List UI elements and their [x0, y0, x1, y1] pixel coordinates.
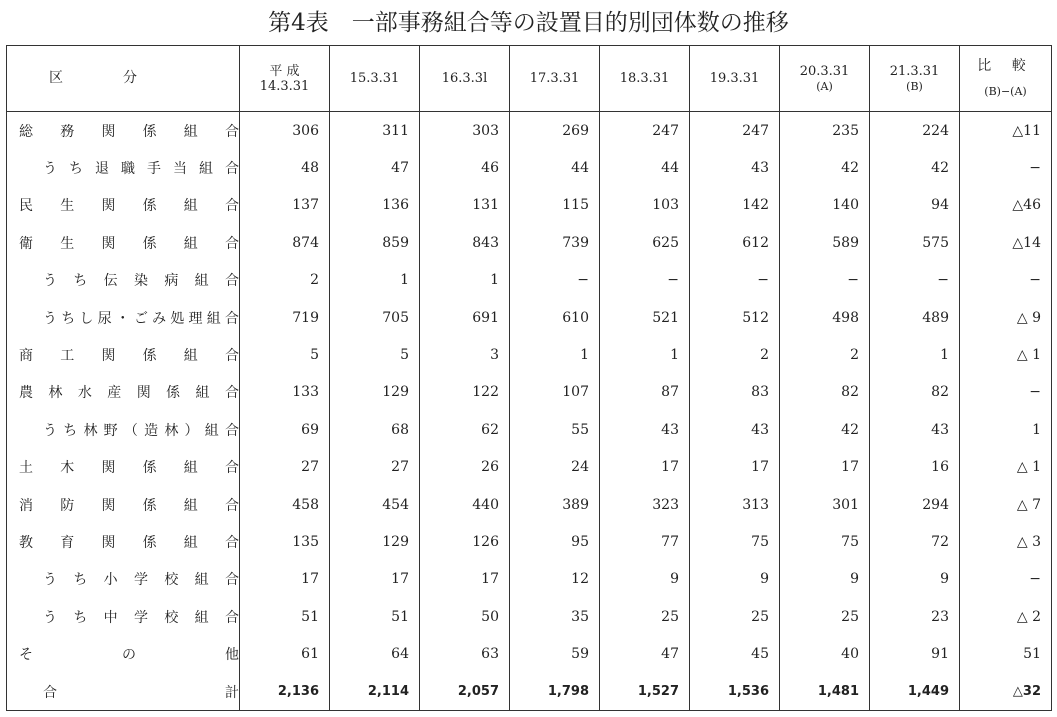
- cell-value: 64: [330, 635, 420, 672]
- cell-value: 43: [870, 411, 960, 448]
- cell-value: 454: [330, 486, 420, 523]
- cell-compare: △ 1: [960, 449, 1052, 486]
- row-label: [7, 523, 240, 560]
- row-label: [7, 149, 240, 186]
- cell-value: 303: [420, 112, 510, 150]
- row-label-text: 農 林 水 産 関 係 組 合: [19, 385, 239, 402]
- cell-value: 575: [870, 224, 960, 261]
- header-col-1-label: 14.3.31: [259, 78, 310, 94]
- cell-value: 235: [780, 112, 870, 150]
- cell-value: 82: [780, 374, 870, 411]
- table-row: [7, 635, 1052, 672]
- header-compare-sub: (B)−(A): [984, 84, 1027, 98]
- cell-value: 131: [420, 187, 510, 224]
- cell-value: 62: [420, 411, 510, 448]
- table-row: [7, 449, 1052, 486]
- cell-value: 440: [420, 486, 510, 523]
- cell-value: 1,481: [780, 673, 870, 711]
- cell-value: 843: [420, 224, 510, 261]
- header-col-8: [870, 46, 960, 112]
- cell-value: 137: [240, 187, 330, 224]
- row-label-text: う ち 伝 染 病 組 合: [43, 273, 239, 290]
- row-label-text: う ち 林 野 （ 造 林 ） 組 合: [43, 422, 239, 439]
- cell-value: 59: [510, 635, 600, 672]
- cell-value: 3: [420, 336, 510, 373]
- cell-value: 24: [510, 449, 600, 486]
- cell-value: 107: [510, 374, 600, 411]
- header-col-1: [240, 46, 330, 112]
- cell-value: 72: [870, 523, 960, 560]
- cell-value: 589: [780, 224, 870, 261]
- cell-value: 1: [330, 262, 420, 299]
- cell-value: 42: [780, 411, 870, 448]
- cell-value: 1: [420, 262, 510, 299]
- cell-value: 75: [780, 523, 870, 560]
- cell-value: 1,527: [600, 673, 690, 711]
- cell-value: 2: [240, 262, 330, 299]
- row-label-text: 合 計: [43, 684, 239, 701]
- cell-value: 521: [600, 299, 690, 336]
- cell-value: 142: [690, 187, 780, 224]
- cell-value: 27: [330, 449, 420, 486]
- cell-value: 46: [420, 149, 510, 186]
- cell-value: 859: [330, 224, 420, 261]
- cell-value: −: [510, 262, 600, 299]
- cell-value: 50: [420, 598, 510, 635]
- cell-value: 16: [870, 449, 960, 486]
- cell-value: 9: [690, 561, 780, 598]
- cell-value: 48: [240, 149, 330, 186]
- cell-value: 323: [600, 486, 690, 523]
- cell-compare: −: [960, 262, 1052, 299]
- cell-value: 17: [240, 561, 330, 598]
- row-label: [7, 411, 240, 448]
- row-label: [7, 561, 240, 598]
- header-col-6: 19.3.31: [690, 46, 780, 112]
- row-label-text: 消 防 関 係 組 合: [19, 497, 239, 514]
- cell-value: 40: [780, 635, 870, 672]
- cell-value: 269: [510, 112, 600, 150]
- cell-compare: −: [960, 149, 1052, 186]
- table-title: 第4表 一部事務組合等の設置目的別団体数の推移: [268, 10, 789, 36]
- cell-value: 87: [600, 374, 690, 411]
- cell-value: 63: [420, 635, 510, 672]
- cell-compare: △ 7: [960, 486, 1052, 523]
- row-label: [7, 374, 240, 411]
- cell-value: 94: [870, 187, 960, 224]
- cell-value: −: [600, 262, 690, 299]
- cell-value: 23: [870, 598, 960, 635]
- cell-compare: 51: [960, 635, 1052, 672]
- row-label-text: 総 務 関 係 組 合: [19, 123, 239, 140]
- cell-value: 739: [510, 224, 600, 261]
- row-label: [7, 635, 240, 672]
- cell-value: 12: [510, 561, 600, 598]
- cell-value: 140: [780, 187, 870, 224]
- cell-compare: △14: [960, 224, 1052, 261]
- row-label: [7, 449, 240, 486]
- cell-value: 27: [240, 449, 330, 486]
- cell-value: 25: [690, 598, 780, 635]
- cell-value: 1,449: [870, 673, 960, 711]
- table-row: [7, 336, 1052, 373]
- cell-value: 51: [240, 598, 330, 635]
- row-label-text: 教 育 関 係 組 合: [19, 534, 239, 551]
- cell-value: 5: [240, 336, 330, 373]
- cell-value: 51: [330, 598, 420, 635]
- cell-value: 9: [780, 561, 870, 598]
- cell-value: 136: [330, 187, 420, 224]
- row-label-text: 土 木 関 係 組 合: [19, 460, 239, 477]
- header-col-7: [780, 46, 870, 112]
- header-col-5: 18.3.31: [600, 46, 690, 112]
- row-label: [7, 299, 240, 336]
- cell-value: 17: [330, 561, 420, 598]
- header-col-7-sub: (A): [816, 79, 833, 93]
- cell-value: 247: [690, 112, 780, 150]
- row-label-text: 衛 生 関 係 組 合: [19, 235, 239, 252]
- cell-value: 44: [600, 149, 690, 186]
- table-row: [7, 187, 1052, 224]
- cell-value: 103: [600, 187, 690, 224]
- cell-value: 512: [690, 299, 780, 336]
- cell-value: 2,136: [240, 673, 330, 711]
- cell-value: 610: [510, 299, 600, 336]
- cell-value: 43: [690, 411, 780, 448]
- cell-value: 35: [510, 598, 600, 635]
- row-label-text: 商 工 関 係 組 合: [19, 348, 239, 365]
- cell-value: 129: [330, 523, 420, 560]
- header-compare: [960, 46, 1052, 112]
- row-label: [7, 336, 240, 373]
- cell-value: 389: [510, 486, 600, 523]
- row-label: [7, 673, 240, 711]
- header-col-8-sub: (B): [906, 79, 923, 93]
- cell-compare: △32: [960, 673, 1052, 711]
- cell-compare: △ 9: [960, 299, 1052, 336]
- cell-value: 17: [690, 449, 780, 486]
- table-row: [7, 561, 1052, 598]
- cell-value: 224: [870, 112, 960, 150]
- cell-value: 458: [240, 486, 330, 523]
- row-label-text: そ の 他: [19, 647, 239, 664]
- cell-value: 1,798: [510, 673, 600, 711]
- header-col-7-label: 20.3.31: [799, 63, 850, 79]
- row-label: [7, 187, 240, 224]
- cell-value: 9: [600, 561, 690, 598]
- cell-value: 2,114: [330, 673, 420, 711]
- cell-compare: △ 2: [960, 598, 1052, 635]
- cell-value: 68: [330, 411, 420, 448]
- cell-value: 126: [420, 523, 510, 560]
- cell-value: 45: [690, 635, 780, 672]
- row-label: [7, 598, 240, 635]
- cell-value: 719: [240, 299, 330, 336]
- cell-value: 294: [870, 486, 960, 523]
- cell-compare: 1: [960, 411, 1052, 448]
- cell-value: 17: [420, 561, 510, 598]
- cell-value: 44: [510, 149, 600, 186]
- row-label: [7, 112, 240, 150]
- cell-compare: △46: [960, 187, 1052, 224]
- header-col-3: 16.3.3l: [420, 46, 510, 112]
- row-label: [7, 224, 240, 261]
- cell-value: 135: [240, 523, 330, 560]
- cell-value: 83: [690, 374, 780, 411]
- cell-value: 55: [510, 411, 600, 448]
- row-label-text: う ち 小 学 校 組 合: [43, 572, 239, 589]
- cell-value: 691: [420, 299, 510, 336]
- cell-value: 2: [780, 336, 870, 373]
- cell-value: 498: [780, 299, 870, 336]
- cell-value: 26: [420, 449, 510, 486]
- cell-value: −: [690, 262, 780, 299]
- cell-value: 75: [690, 523, 780, 560]
- cell-value: 1: [600, 336, 690, 373]
- cell-value: 25: [600, 598, 690, 635]
- table-body: [7, 112, 1052, 711]
- cell-compare: −: [960, 561, 1052, 598]
- header-era: 平 成: [269, 63, 300, 79]
- header-col-8-label: 21.3.31: [889, 63, 940, 79]
- cell-value: 43: [690, 149, 780, 186]
- cell-value: 42: [780, 149, 870, 186]
- cell-value: 122: [420, 374, 510, 411]
- cell-value: 77: [600, 523, 690, 560]
- cell-value: 705: [330, 299, 420, 336]
- data-table: [6, 45, 1052, 711]
- cell-value: 25: [780, 598, 870, 635]
- row-label-text: 民 生 関 係 組 合: [19, 198, 239, 215]
- cell-value: 69: [240, 411, 330, 448]
- table-row: [7, 486, 1052, 523]
- row-label: [7, 262, 240, 299]
- cell-value: 2: [690, 336, 780, 373]
- cell-value: 301: [780, 486, 870, 523]
- table-row: [7, 411, 1052, 448]
- cell-compare: −: [960, 374, 1052, 411]
- cell-value: 2,057: [420, 673, 510, 711]
- header-col-4: 17.3.31: [510, 46, 600, 112]
- cell-value: 625: [600, 224, 690, 261]
- header-row: [7, 46, 1052, 112]
- table-row: [7, 374, 1052, 411]
- cell-value: 247: [600, 112, 690, 150]
- cell-value: 17: [780, 449, 870, 486]
- cell-value: 91: [870, 635, 960, 672]
- row-label-text: う ち 退 職 手 当 組 合: [43, 161, 239, 178]
- row-label-text: う ち 中 学 校 組 合: [43, 609, 239, 626]
- cell-value: 115: [510, 187, 600, 224]
- cell-value: 489: [870, 299, 960, 336]
- table-row: [7, 673, 1052, 711]
- cell-value: 17: [600, 449, 690, 486]
- table-row: [7, 224, 1052, 261]
- table-row: [7, 523, 1052, 560]
- table-row: [7, 598, 1052, 635]
- cell-value: 47: [600, 635, 690, 672]
- cell-value: 612: [690, 224, 780, 261]
- cell-value: 47: [330, 149, 420, 186]
- cell-value: 42: [870, 149, 960, 186]
- cell-value: −: [780, 262, 870, 299]
- cell-value: 313: [690, 486, 780, 523]
- header-category: 区分: [7, 46, 240, 112]
- cell-value: 9: [870, 561, 960, 598]
- cell-value: 874: [240, 224, 330, 261]
- cell-value: 133: [240, 374, 330, 411]
- cell-value: 43: [600, 411, 690, 448]
- cell-value: 95: [510, 523, 600, 560]
- cell-compare: △11: [960, 112, 1052, 150]
- row-label-text: う ち し 尿 ・ ご み 処 理 組 合: [43, 310, 239, 327]
- cell-compare: △ 1: [960, 336, 1052, 373]
- row-label: [7, 486, 240, 523]
- cell-compare: △ 3: [960, 523, 1052, 560]
- cell-value: 1: [510, 336, 600, 373]
- header-col-2: 15.3.31: [330, 46, 420, 112]
- cell-value: 82: [870, 374, 960, 411]
- cell-value: 61: [240, 635, 330, 672]
- table-row: [7, 112, 1052, 150]
- cell-value: 311: [330, 112, 420, 150]
- cell-value: −: [870, 262, 960, 299]
- cell-value: 129: [330, 374, 420, 411]
- cell-value: 1,536: [690, 673, 780, 711]
- table-row: [7, 149, 1052, 186]
- cell-value: 1: [870, 336, 960, 373]
- cell-value: 5: [330, 336, 420, 373]
- cell-value: 306: [240, 112, 330, 150]
- table-row: [7, 299, 1052, 336]
- table-row: [7, 262, 1052, 299]
- header-compare-label: 比 較: [977, 57, 1034, 74]
